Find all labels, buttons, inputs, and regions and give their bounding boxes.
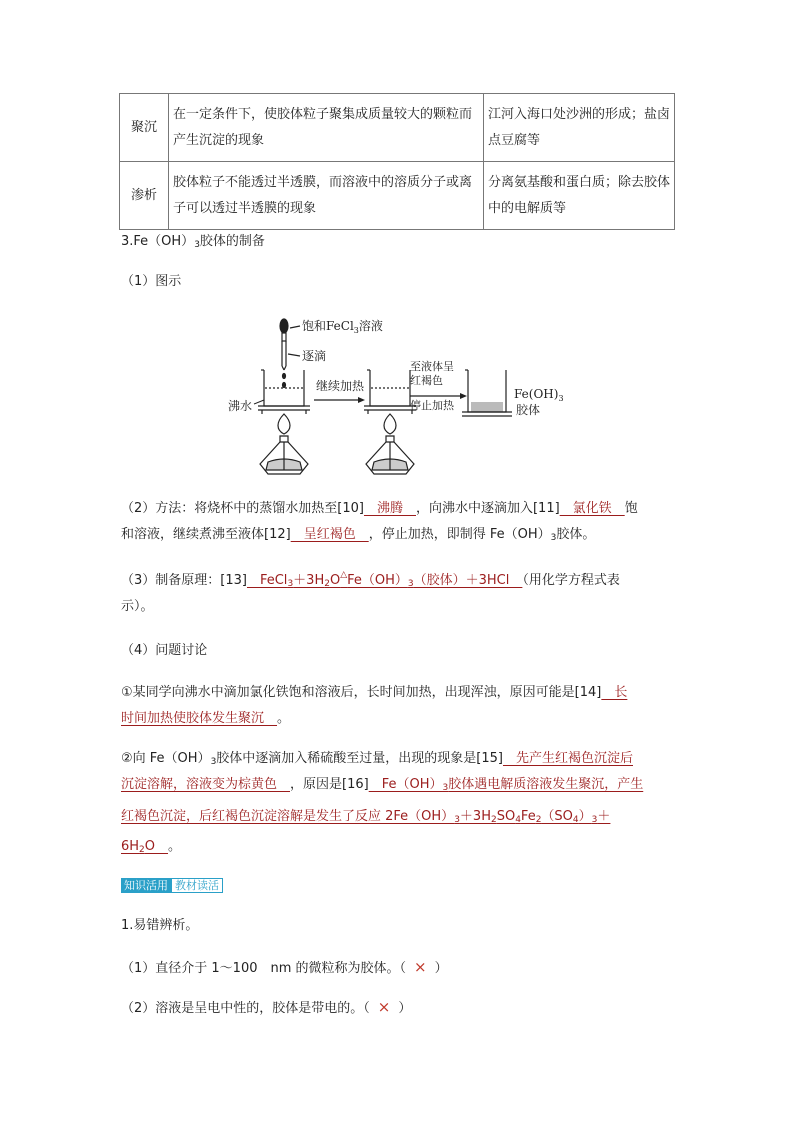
beaker-icon — [364, 370, 416, 414]
q2-line3: 红褐色沉淀，后红褐色沉淀溶解是发生了反应 $2Fe(OH)_3+3H_2SO_4Fe_2(SO_4)_3+$ — [121, 809, 611, 825]
arrow-label-heat: 继续加热 — [316, 379, 365, 393]
part3-line1: （3）制备原理：[13] $FeCl_3+3H_2O^\triangle Fe(OH)_3$（胶体）＋3HCl （用化学方程式表 — [121, 570, 620, 589]
product-label-2: 胶体 — [516, 403, 541, 417]
arrow-label-color2: 红褐色 — [410, 374, 443, 387]
section-title: $3.Fe(OH)_3$胶体的制备 — [121, 234, 265, 250]
section-badges — [121, 878, 223, 893]
beaker-icon — [462, 370, 512, 416]
part4-label: （4）问题讨论 — [121, 643, 208, 658]
table-cell-desc: 胶体粒子不能透过半透膜，而溶液中的溶质分子或离子可以透过半透膜的现象 — [169, 162, 484, 230]
table-cell-name: 渗析 — [120, 162, 169, 230]
drop-label: 逐滴 — [302, 349, 327, 363]
exercise-item: （2）溶液是呈电中性的，胶体是带电的。（ × ） — [121, 998, 412, 1016]
table-row — [120, 162, 675, 230]
table-row — [120, 94, 675, 162]
q1-line2: 时间加热使胶体发生聚沉 。 — [121, 711, 291, 726]
product-label: $Fe(OH)_3$ — [514, 387, 564, 403]
wrong-mark-icon: × — [414, 958, 427, 976]
exercise-title: 1.易错辨析。 — [121, 918, 199, 933]
arrow-label-color1: 至液体呈 — [410, 360, 454, 373]
arrow-label-stop: 停止加热 — [410, 399, 454, 412]
wrong-mark-icon: × — [377, 998, 391, 1016]
reagent-label: 饱和FeCl$_3$溶液 — [302, 319, 383, 335]
properties-table — [119, 93, 675, 230]
table-cell-desc: 在一定条件下，使胶体粒子聚集成质量较大的颗粒而产生沉淀的现象 — [169, 94, 484, 162]
knowledge-badge: 知识活用 — [121, 878, 171, 893]
alcohol-lamp-icon — [260, 414, 308, 474]
textbook-badge: 教材读活 — [171, 878, 223, 893]
colloid-prep-diagram — [224, 314, 569, 482]
part2-line1: （2）方法：将烧杯中的蒸馏水加热至[10] 沸腾 ，向沸水中逐滴加入[11] 氯化铁 饱 — [121, 501, 638, 516]
q2-line4: $6H_2O$ 。 — [121, 839, 182, 855]
table-cell-app: 江河入海口处沙洲的形成；盐卤点豆腐等 — [484, 94, 675, 162]
alcohol-lamp-icon — [366, 414, 414, 474]
table-cell-name: 聚沉 — [120, 94, 169, 162]
table-cell-app: 分离氨基酸和蛋白质；除去胶体中的电解质等 — [484, 162, 675, 230]
water-label: 沸水 — [228, 399, 253, 413]
part2-line2: 和溶液，继续煮沸至液体[12] 呈红褐色 ，停止加热，即制得 $Fe(OH)_3$胶体。 — [121, 527, 596, 543]
q1-line1: ①某同学向沸水中滴加氯化铁饱和溶液后，长时间加热，出现浑浊，原因可能是[14] 长 — [121, 685, 628, 700]
part1-label: （1）图示 — [121, 274, 182, 289]
part3-line2: 示）。 — [121, 599, 154, 614]
dropper-icon — [280, 319, 300, 388]
q2-line1: ②向 $Fe(OH)_3$胶体中逐滴加入稀硫酸至过量，出现的现象是[15] 先产生红褐色沉淀后 — [121, 751, 633, 767]
exercise-item: （1）直径介于 1～100 nm 的微粒称为胶体。（ × ） — [121, 958, 448, 976]
q2-line2: 沉淀溶解，溶液变为棕黄色 ，原因是[16] $Fe(OH)_3$胶体遇电解质溶液发生聚沉，产生 — [121, 777, 644, 793]
